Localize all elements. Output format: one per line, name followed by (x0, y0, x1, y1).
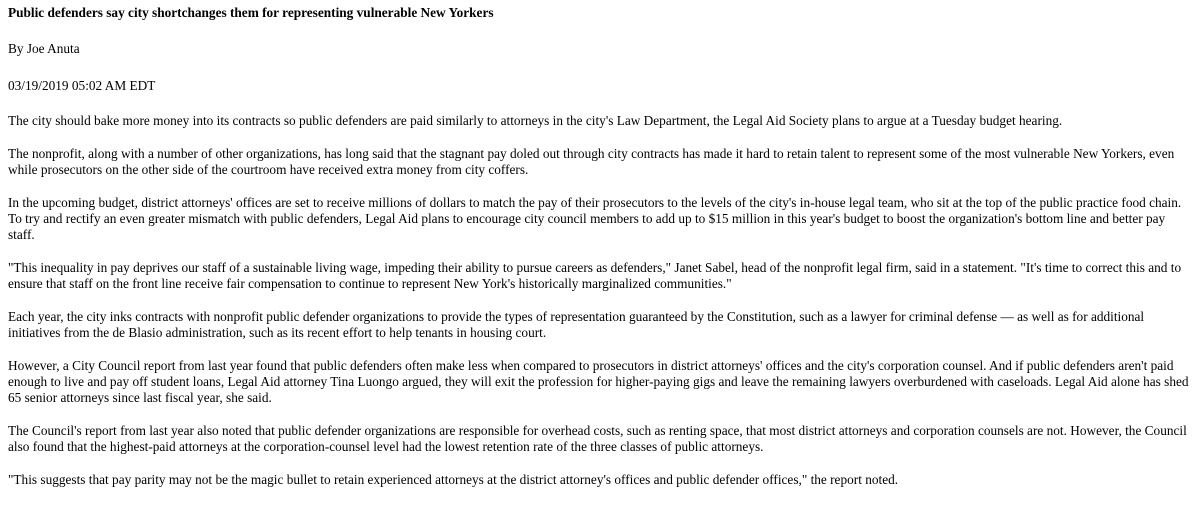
article-paragraph: "This inequality in pay deprives our staff of a sustainable living wage, impeding their ability to pursue careers as defenders," Janet Sabel, head of the nonprofit legal firm, said in a statement. "It's time to correct this and to ensure that staff on the front line receive fair compensation to continue to represent New York's historically marginalized communities." (8, 260, 1182, 291)
article (0, 5, 1198, 488)
article-headline: Public defenders say city shortchanges them for representing vulnerable New Yorkers (8, 5, 494, 20)
article-paragraph: However, a City Council report from last year found that public defenders often make less when compared to prosecutors in district attorneys' offices and the city's corporation counsel. And if public defenders aren't paid enough to live and pay off student loans, Legal Aid attorney Tina Luongo argued, they will exit the profession for higher-paying gigs and leave the remaining lawyers overburdened with caseloads. Legal Aid alone has shed 65 senior attorneys since last fiscal year, she said. (8, 358, 1189, 405)
article-paragraph: In the upcoming budget, district attorneys' offices are set to receive millions of dollars to match the pay of their prosecutors to the levels of the city's in-house legal team, who sit at the top of the public practice food chain. To try and rectify an even greater mismatch with public defenders, Legal Aid plans to encourage city council members to add up to $15 million in this year's budget to boost the organization's bottom line and better pay staff. (8, 195, 1182, 242)
article-paragraph: The Council's report from last year also noted that public defender organizations are responsible for overhead costs, such as renting space, that most district attorneys and corporation counsels are not. However, the Council also found that the highest-paid attorneys at the corporation-counsel level had the lowest retention rate of the three classes of public attorneys. (8, 423, 1187, 454)
article-timestamp: 03/19/2019 05:02 AM EDT (8, 78, 156, 93)
article-paragraph: The nonprofit, along with a number of other organizations, has long said that the stagnant pay doled out through city contracts has made it hard to retain talent to represent some of the most vulnerable New Yorkers, even while prosecutors on the other side of the courtroom have received extra money from city coffers. (8, 146, 1175, 177)
article-paragraph: "This suggests that pay parity may not be the magic bullet to retain experienced attorneys at the district attorney's offices and public defender offices," the report noted. (8, 472, 899, 487)
article-paragraph: The city should bake more money into its contracts so public defenders are paid similarly to attorneys in the city's Law Department, the Legal Aid Society plans to argue at a Tuesday budget hearing. (8, 113, 1063, 128)
article-byline: By Joe Anuta (8, 41, 80, 56)
article-paragraph: Each year, the city inks contracts with nonprofit public defender organizations to provide the types of representation guaranteed by the Constitution, such as a lawyer for criminal defense — as well as for additional initiatives from the de Blasio administration, such as its recent effort to help tenants in housing court. (8, 309, 1145, 340)
